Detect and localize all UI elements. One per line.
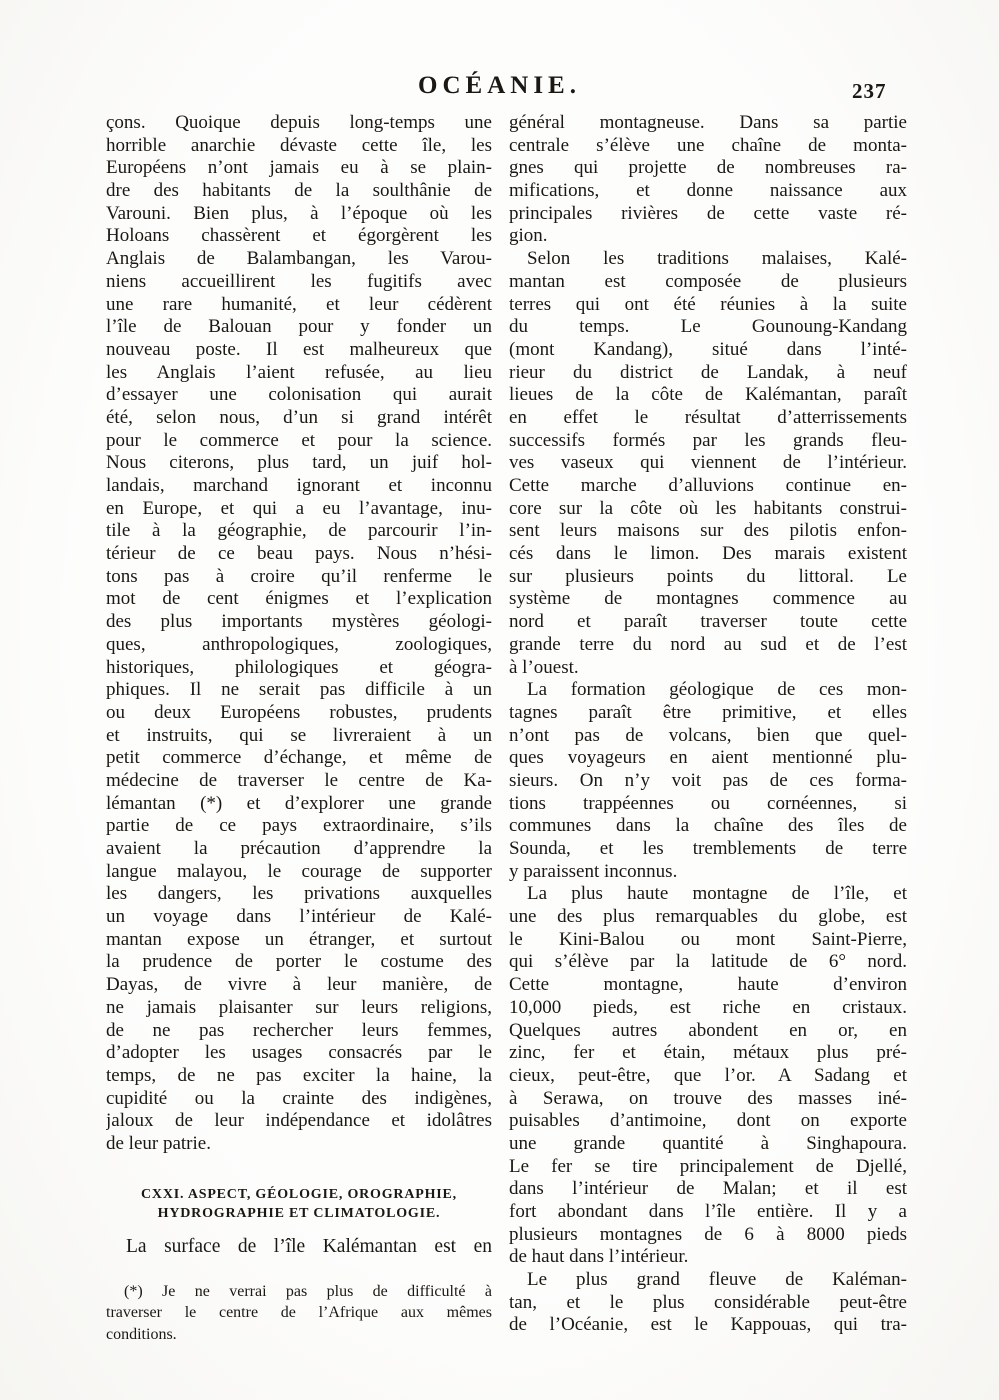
- text-line: sent leurs maisons sur des pilotis enfon-: [509, 520, 907, 542]
- text-line: Dayas, de vivre à leur manière, de: [106, 974, 492, 996]
- text-line: puisables d’antimoine, dont on exporte: [509, 1110, 907, 1132]
- text-line: communes dans la chaîne des îles de: [509, 815, 907, 837]
- text-line: en effet le résultat d’atterrissements: [509, 406, 907, 428]
- text-line: (*) Je ne verrai pas plus de difficulté à: [124, 1282, 492, 1300]
- text-line: sur plusieurs points du littoral. Le: [509, 565, 907, 587]
- text-line: une grande quantité à Singhapoura.: [509, 1132, 907, 1154]
- text-line: à Serawa, on trouve des masses iné-: [509, 1087, 907, 1109]
- body-paragraph: [509, 112, 907, 1337]
- text-line: un voyage dans l’intérieur de Kalé-: [106, 906, 492, 928]
- text-line: qui s’élève par la latitude de 6° nord.: [509, 951, 907, 973]
- text-line: jaloux de leur indépendance et idolâtres: [106, 1110, 492, 1132]
- text-line: niens accueillirent les fugitifs avec: [106, 270, 492, 292]
- text-line: le Kini-Balou ou mont Saint-Pierre,: [509, 928, 907, 950]
- text-line: petit commerce d’échange, et même de: [106, 747, 492, 769]
- text-line: fort abondant dans l’île entière. Il y a: [509, 1201, 907, 1222]
- text-line: ou deux Européens robustes, prudents: [106, 701, 492, 723]
- text-line: Le fer se tire principalement de Djellé,: [509, 1155, 907, 1177]
- text-line: temps, de ne pas exciter la haine, la: [106, 1064, 492, 1086]
- text-line: Selon les traditions malaises, Kalé-: [527, 248, 907, 270]
- text-line: partie de ce pays extraordinaire, s’ils: [106, 815, 492, 837]
- text-line: traverser le centre de l’Afrique aux mêmes: [106, 1304, 492, 1322]
- text-line: La formation géologique de ces mon-: [527, 679, 907, 701]
- text-line: terres qui ont été réunies à la suite: [509, 293, 907, 315]
- text-line: conditions.: [106, 1325, 177, 1343]
- text-line: Sounda, et les tremblements de terre: [509, 838, 907, 859]
- footnote: [106, 1281, 492, 1346]
- text-line: cupidité ou la crainte des indigènes,: [106, 1087, 492, 1109]
- text-line: successifs formés par les grands fleu-: [509, 429, 907, 451]
- text-line: historiques, philologiques et géogra-: [106, 656, 492, 678]
- text-line: tagnes paraît être primitive, et elles: [509, 701, 907, 723]
- text-line: y paraissent inconnus.: [509, 860, 678, 882]
- text-line: tions trappéennes ou cornéennes, si: [509, 792, 907, 814]
- text-line: nord et paraît traverser toute cette: [509, 611, 907, 633]
- text-line: général montagneuse. Dans sa partie: [509, 112, 907, 133]
- text-line: cieux, peut-être, que l’or. A Sadang et: [509, 1064, 907, 1086]
- text-line: langue malayou, le courage de supporter: [106, 860, 492, 882]
- text-line: sieurs. On n’y voit pas de ces forma-: [509, 769, 907, 791]
- text-line: à l’ouest.: [509, 656, 579, 678]
- text-line: La plus haute montagne de l’île, et: [527, 883, 907, 905]
- text-line: principales rivières de cette vaste ré-: [509, 202, 907, 224]
- text-line: Varouni. Bien plus, à l’époque où les: [106, 202, 492, 224]
- text-line: les dangers, les privations auxquelles: [106, 883, 492, 905]
- text-line: Cette montagne, haute d’environ: [509, 974, 907, 996]
- text-line: zinc, fer et étain, métaux plus pré-: [509, 1042, 907, 1064]
- text-line: de l’Océanie, est le Kappouas, qui tra-: [509, 1314, 907, 1336]
- text-line: tile à la géographie, de parcourir l’in-: [106, 520, 492, 542]
- text-line: ques voyageurs en aient mentionné plu-: [509, 747, 907, 769]
- text-line: avaient la précaution d’apprendre la: [106, 838, 492, 859]
- text-line: mifications, et donne naissance aux: [509, 180, 907, 202]
- text-line: Holoans chassèrent et égorgèrent les: [106, 225, 492, 247]
- text-line: dans l’intérieur de Malan; et il est: [509, 1178, 907, 1200]
- text-line: des plus importants mystères géologi-: [106, 611, 492, 633]
- right-text-column: [509, 112, 907, 1337]
- text-line: de ne pas rechercher leurs femmes,: [106, 1019, 492, 1041]
- text-line: mantan est composée de plusieurs: [509, 270, 907, 292]
- text-line: landais, marchand ignorant et inconnu: [106, 475, 492, 496]
- text-line: grande terre du nord au sud et de l’est: [509, 633, 907, 655]
- text-line: de leur patrie.: [106, 1132, 211, 1154]
- text-line: ves vaseux qui viennent de l’intérieur.: [509, 452, 907, 474]
- text-line: Quelques autres abondent en or, en: [509, 1019, 907, 1041]
- text-line: une des plus remarquables du globe, est: [509, 906, 907, 928]
- text-line: du temps. Le Gounoung-Kandang: [509, 316, 907, 338]
- text-line: Le plus grand fleuve de Kaléman-: [527, 1269, 907, 1291]
- text-line: térieur de ce beau pays. Nous n’hési-: [106, 543, 492, 565]
- text-line: les Anglais l’aient refusée, au lieu: [106, 361, 492, 383]
- text-line: une rare humanité, et leur cédèrent: [106, 293, 492, 315]
- text-line: cés dans le limon. Des marais existent: [509, 543, 907, 565]
- text-line: Européens n’ont jamais eu à se plain-: [106, 157, 492, 179]
- text-line: d’adopter les usages consacrés par le: [106, 1042, 492, 1064]
- text-line: (mont Kandang), situé dans l’inté-: [509, 338, 907, 360]
- section-heading-line: CXXI. ASPECT, GÉOLOGIE, OROGRAPHIE,: [141, 1186, 457, 1202]
- section-opening-line: La surface de l’île Kalémantan est en: [126, 1235, 492, 1257]
- left-text-column: [106, 112, 492, 1345]
- text-line: gnes qui projette de nombreuses ra-: [509, 157, 907, 179]
- text-line: nouveau poste. Il est malheureux que: [106, 338, 492, 360]
- running-head-title: OCÉANIE.: [418, 72, 581, 99]
- text-line: médecine de traverser le centre de Ka-: [106, 769, 492, 791]
- text-line: d’essayer une colonisation qui aurait: [106, 384, 492, 406]
- text-line: pour le commerce et pour la science.: [106, 429, 492, 451]
- text-line: plusieurs montagnes de 6 à 8000 pieds: [509, 1223, 907, 1245]
- text-line: lieues de la côte de Kalémantan, paraît: [509, 384, 907, 406]
- section-heading-line: HYDROGRAPHIE ET CLIMATOLOGIE.: [157, 1205, 441, 1221]
- text-line: mot de cent énigmes et l’explication: [106, 588, 492, 610]
- text-line: de haut dans l’intérieur.: [509, 1246, 689, 1268]
- text-line: Cette marche d’alluvions continue en-: [509, 475, 907, 496]
- text-line: 10,000 pieds, est riche en cristaux.: [509, 996, 907, 1018]
- text-line: tan, et le plus considérable peut-être: [509, 1291, 907, 1313]
- text-line: ques, anthropologiques, zoologiques,: [106, 633, 492, 655]
- text-line: çons. Quoique depuis long-temps une: [106, 112, 492, 133]
- text-line: en Europe, et qui a eu l’avantage, inu-: [106, 497, 492, 519]
- text-line: horrible anarchie dévaste cette île, les: [106, 134, 492, 156]
- text-line: mantan expose un étranger, et surtout: [106, 928, 492, 950]
- page-number: 237: [852, 79, 887, 103]
- text-line: phiques. Il ne serait pas difficile à un: [106, 679, 492, 701]
- body-paragraph: [106, 112, 492, 1156]
- text-line: système de montagnes commence au: [509, 588, 907, 610]
- text-line: la prudence de porter le costume des: [106, 951, 492, 973]
- text-line: tons pas à croire qu’il renferme le: [106, 565, 492, 587]
- text-line: rieur du district de Landak, à neuf: [509, 361, 907, 383]
- text-line: et instruits, qui se livreraient à un: [106, 724, 492, 746]
- text-line: dre des habitants de la soulthânie de: [106, 180, 492, 202]
- text-line: été, selon nous, d’un si grand intérêt: [106, 406, 492, 428]
- text-line: n’ont pas de volcans, bien que quel-: [509, 724, 907, 746]
- text-line: gion.: [509, 225, 548, 247]
- text-line: ne jamais plaisanter sur leurs religions,: [106, 996, 492, 1018]
- text-line: centrale s’élève une chaîne de monta-: [509, 134, 907, 156]
- text-line: Anglais de Balambangan, les Varou-: [106, 248, 492, 270]
- text-line: lémantan (*) et d’explorer une grande: [106, 792, 492, 814]
- text-line: l’île de Balouan pour y fonder un: [106, 316, 492, 338]
- section-heading: [106, 1185, 492, 1223]
- text-line: Nous citerons, plus tard, un juif hol-: [106, 452, 492, 474]
- text-line: core sur la côte où les habitants construi-: [509, 497, 907, 519]
